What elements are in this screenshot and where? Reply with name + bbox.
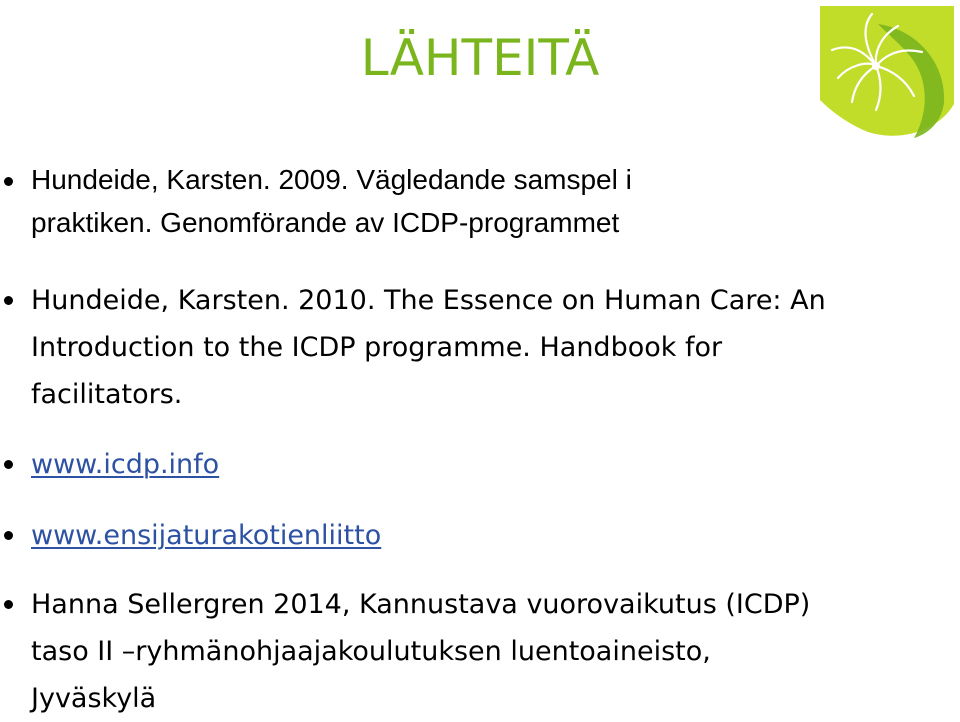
bullet-icon <box>4 531 13 540</box>
flower-logo-icon <box>818 4 956 142</box>
ensijaturakotienliitto-link[interactable]: www.ensijaturakotienliitto <box>31 520 382 551</box>
slide-title: LÄHTEITÄ <box>360 29 600 87</box>
icdp-link[interactable]: www.icdp.info <box>31 449 220 480</box>
reference-item <box>31 512 951 559</box>
reference-item <box>31 441 951 488</box>
reference-line: taso II –ryhmänohjaajakoulutuksen luentoaineisto, <box>31 636 711 667</box>
reference-line: facilitators. <box>31 379 183 410</box>
bullet-icon <box>4 177 13 186</box>
reference-line: praktiken. Genomförande av ICDP-programmet <box>31 207 620 238</box>
reference-line: Jyväskylä <box>31 683 157 714</box>
bullet-icon <box>4 296 13 305</box>
reference-item <box>31 277 951 418</box>
reference-line: Hundeide, Karsten. 2010. The Essence on Human Care: An <box>31 285 826 316</box>
reference-line: Hundeide, Karsten. 2009. Vägledande samspel i <box>31 164 632 195</box>
bullet-icon <box>4 600 13 609</box>
bullet-icon <box>4 460 13 469</box>
logo-center-dot <box>872 62 880 70</box>
reference-line: Hanna Sellergren 2014, Kannustava vuorovaikutus (ICDP) <box>31 589 811 620</box>
reference-line: Introduction to the ICDP programme. Handbook for <box>31 332 723 363</box>
reference-item <box>31 158 951 244</box>
reference-item <box>31 581 951 722</box>
flower-logo-svg <box>818 4 956 142</box>
